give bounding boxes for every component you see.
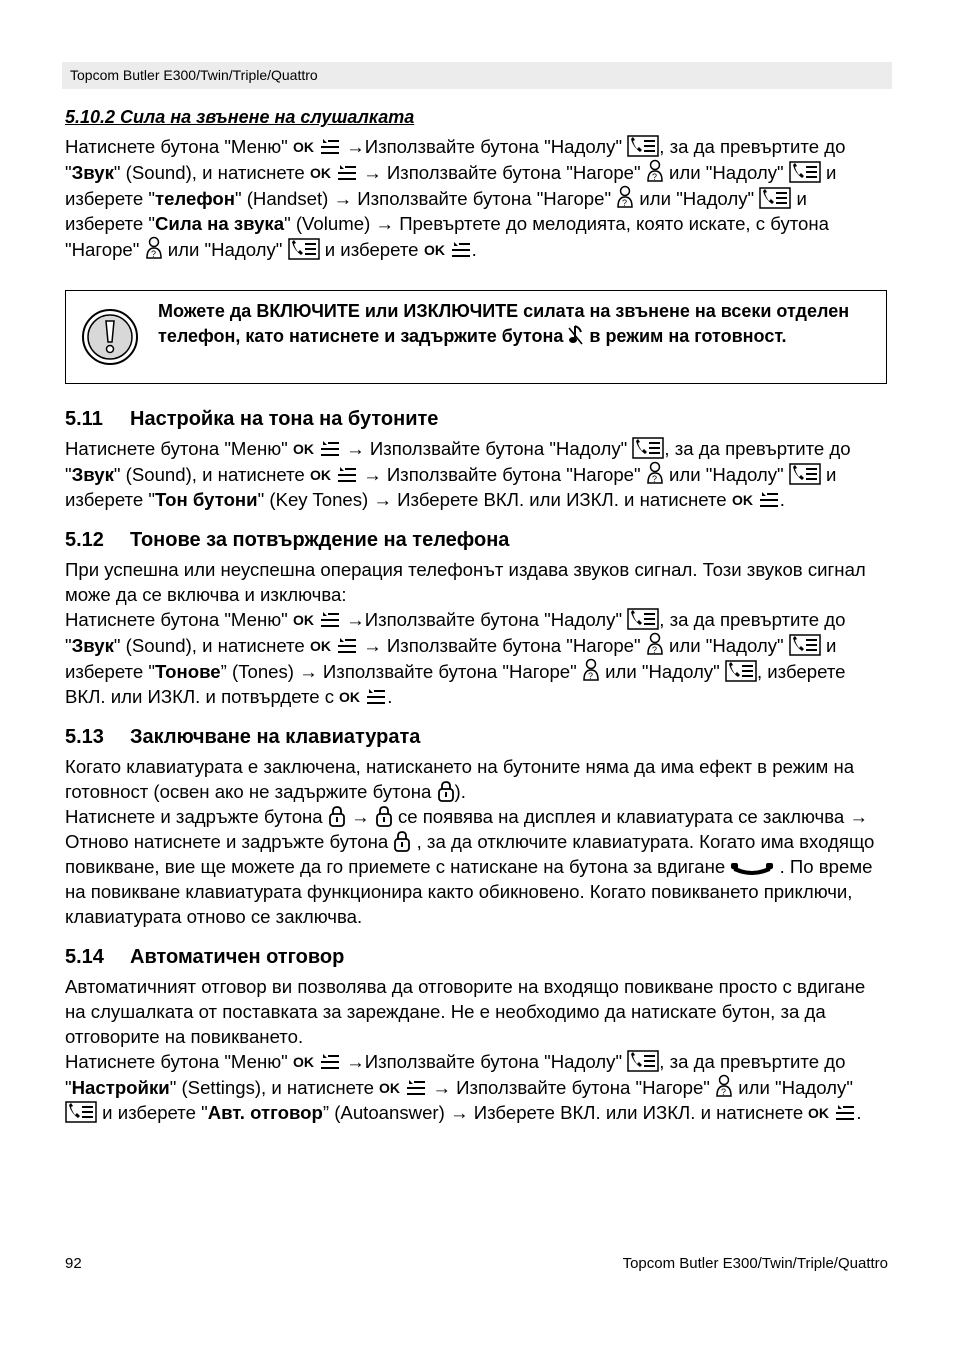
ok-menu-icon [310,636,358,656]
ok-menu-icon [424,240,472,260]
svg-text:OK: OK [292,139,314,155]
exclamation-note-icon [81,308,139,371]
svg-text:?: ? [651,172,657,182]
svg-text:?: ? [150,249,156,259]
section-heading-5-11: 5.11 Настройка на тона на бутоните [65,408,439,430]
ok-menu-icon [293,137,341,157]
up-person-icon [582,658,600,682]
down-phonebook-icon [627,1050,659,1072]
up-person-icon [715,1074,733,1098]
paragraph-5-13-steps: Натиснете и задръжте бутона → се появява на дисплея и клавиатурата се заключва → Отново натиснете и задръжте бутона , за да отключите клавиатурата. Когато има входящо повикване, вие ще можете да го приемете с натискане на бутона за вдигане . По време на повикване клавиатурата функционира както обикновено. Когато повикването приключи, клавиатурата отново се заключва. [65,806,875,927]
up-person-icon [646,632,664,656]
ok-menu-icon [379,1078,427,1098]
note-text: Можете да ВКЛЮЧИТЕ или ИЗКЛЮЧИТЕ силата на звънене на всеки отделен телефон, като натиснете и задържите бутона в режим на готовност. [158,301,850,346]
ok-menu-icon [293,1052,341,1072]
ok-menu-icon [310,163,358,183]
up-person-icon [646,159,664,183]
keylock-icon [393,830,411,852]
paragraph-5-14-steps: Натиснете бутона "Меню" OK →Използвайте бутона "Надолу" , за да превъртите до "Настройки" (Settings), и натиснете OK → Използвайте бутона "Нагоре" ? или "Надолу" и изберете "Авт. отговор” (Autoanswer) → Изберете ВКЛ. или ИЗКЛ. и натиснете OK . [65,1051,862,1123]
section-heading-5-14: 5.14 Автоматичен отговор [65,946,345,968]
ok-menu-icon [293,610,341,630]
up-person-icon [616,185,634,209]
subsection-heading-5-10-2: 5.10.2 Сила на звънене на слушалката [65,107,415,127]
svg-text:?: ? [622,198,628,208]
section-heading-5-13: 5.13 Заключване на клавиатурата [65,726,421,748]
keylock-icon [375,805,393,827]
down-phonebook-icon [65,1101,97,1123]
down-phonebook-icon [627,135,659,157]
note-box [65,290,887,384]
ok-menu-icon [293,439,341,459]
down-phonebook-icon [789,463,821,485]
section-heading-5-12: 5.12 Тонове за потвърждение на телефона [65,529,510,551]
up-person-icon [145,236,163,260]
down-phonebook-icon [288,238,320,260]
down-phonebook-icon [627,608,659,630]
svg-text:?: ? [651,474,657,484]
paragraph-5-11: Натиснете бутона "Меню" OK → Използвайте бутона "Надолу" , за да превъртите до "Звук" (Sound), и натиснете OK → Използвайте бутона "Нагоре" ? или "Надолу" и изберете "Тон бутони" (Key Tones) → Изберете ВКЛ. или ИЗКЛ. и натиснете OK . [65,438,851,510]
down-phonebook-icon [789,634,821,656]
svg-text:OK: OK [292,1054,314,1070]
svg-text:OK: OK [379,1080,401,1096]
svg-text:OK: OK [292,441,314,457]
down-phonebook-icon [632,437,664,459]
ok-menu-icon [339,687,387,707]
down-phonebook-icon [789,161,821,183]
paragraph-5-14-intro: Автоматичният отговор ви позволява да отговорите на входящо повикване просто с вдигане на слушалката от поставката за зареждане. Не е необходимо да натискате бутон, за да отговорите на повикването. [65,976,866,1047]
svg-text:?: ? [587,671,593,681]
header-bar [62,62,892,89]
svg-text:?: ? [651,645,657,655]
paragraph-5-12-steps: Натиснете бутона "Меню" OK →Използвайте бутона "Надолу" , за да превъртите до "Звук" (Sound), и натиснете OK → Използвайте бутона "Нагоре" ? или "Надолу" и изберете "Тонове” (Tones) → Използвайте бутона "Нагоре" ? или "Надолу" , изберете ВКЛ. или ИЗКЛ. и потвърдете с OK . [65,609,846,707]
svg-text:?: ? [721,1087,727,1097]
header-title: Topcom Butler E300/Twin/Triple/Quattro [70,67,318,83]
svg-text:OK: OK [292,612,314,628]
down-phonebook-icon [725,660,757,682]
page-content [65,105,887,1125]
ok-menu-icon [808,1103,856,1123]
paragraph-5-12-intro: При успешна или неуспешна операция телефонът издава звуков сигнал. Този звуков сигнал може да се включва и изключва: [65,559,866,605]
svg-text:OK: OK [339,689,361,705]
up-person-icon [646,461,664,485]
paragraph-5-13-intro: Когато клавиатурата е заключена, натискането на бутоните няма да има ефект в режим на готовност (освен ако не задържите бутона ). [65,756,855,802]
svg-text:OK: OK [731,492,753,508]
footer-page-number: 92 [65,1255,82,1272]
svg-text:OK: OK [309,638,331,654]
keylock-icon [328,805,346,827]
svg-text:OK: OK [309,165,331,181]
talk-handset-icon [730,861,774,877]
svg-text:OK: OK [309,467,331,483]
keylock-icon [437,780,455,802]
svg-text:OK: OK [808,1105,830,1121]
svg-text:OK: OK [423,242,445,258]
paragraph-5-10-2: Натиснете бутона "Меню" OK →Използвайте бутона "Надолу" , за да превъртите до "Звук" (Sound), и натиснете OK → Използвайте бутона "Нагоре" ? или "Надолу" и изберете "телефон" (Handset) → Използвайте бутона "Нагоре" ? или "Надолу" и изберете "Сила на звука" (Volume) → Превъртете до мелодията, която искате, с бутона "Нагоре" ? или "Надолу" и изберете OK . [65,136,846,260]
ok-menu-icon [732,490,780,510]
footer-title: Topcom Butler E300/Twin/Triple/Quattro [622,1255,888,1272]
ringer-mute-icon [568,324,584,346]
ok-menu-icon [310,465,358,485]
down-phonebook-icon [759,187,791,209]
